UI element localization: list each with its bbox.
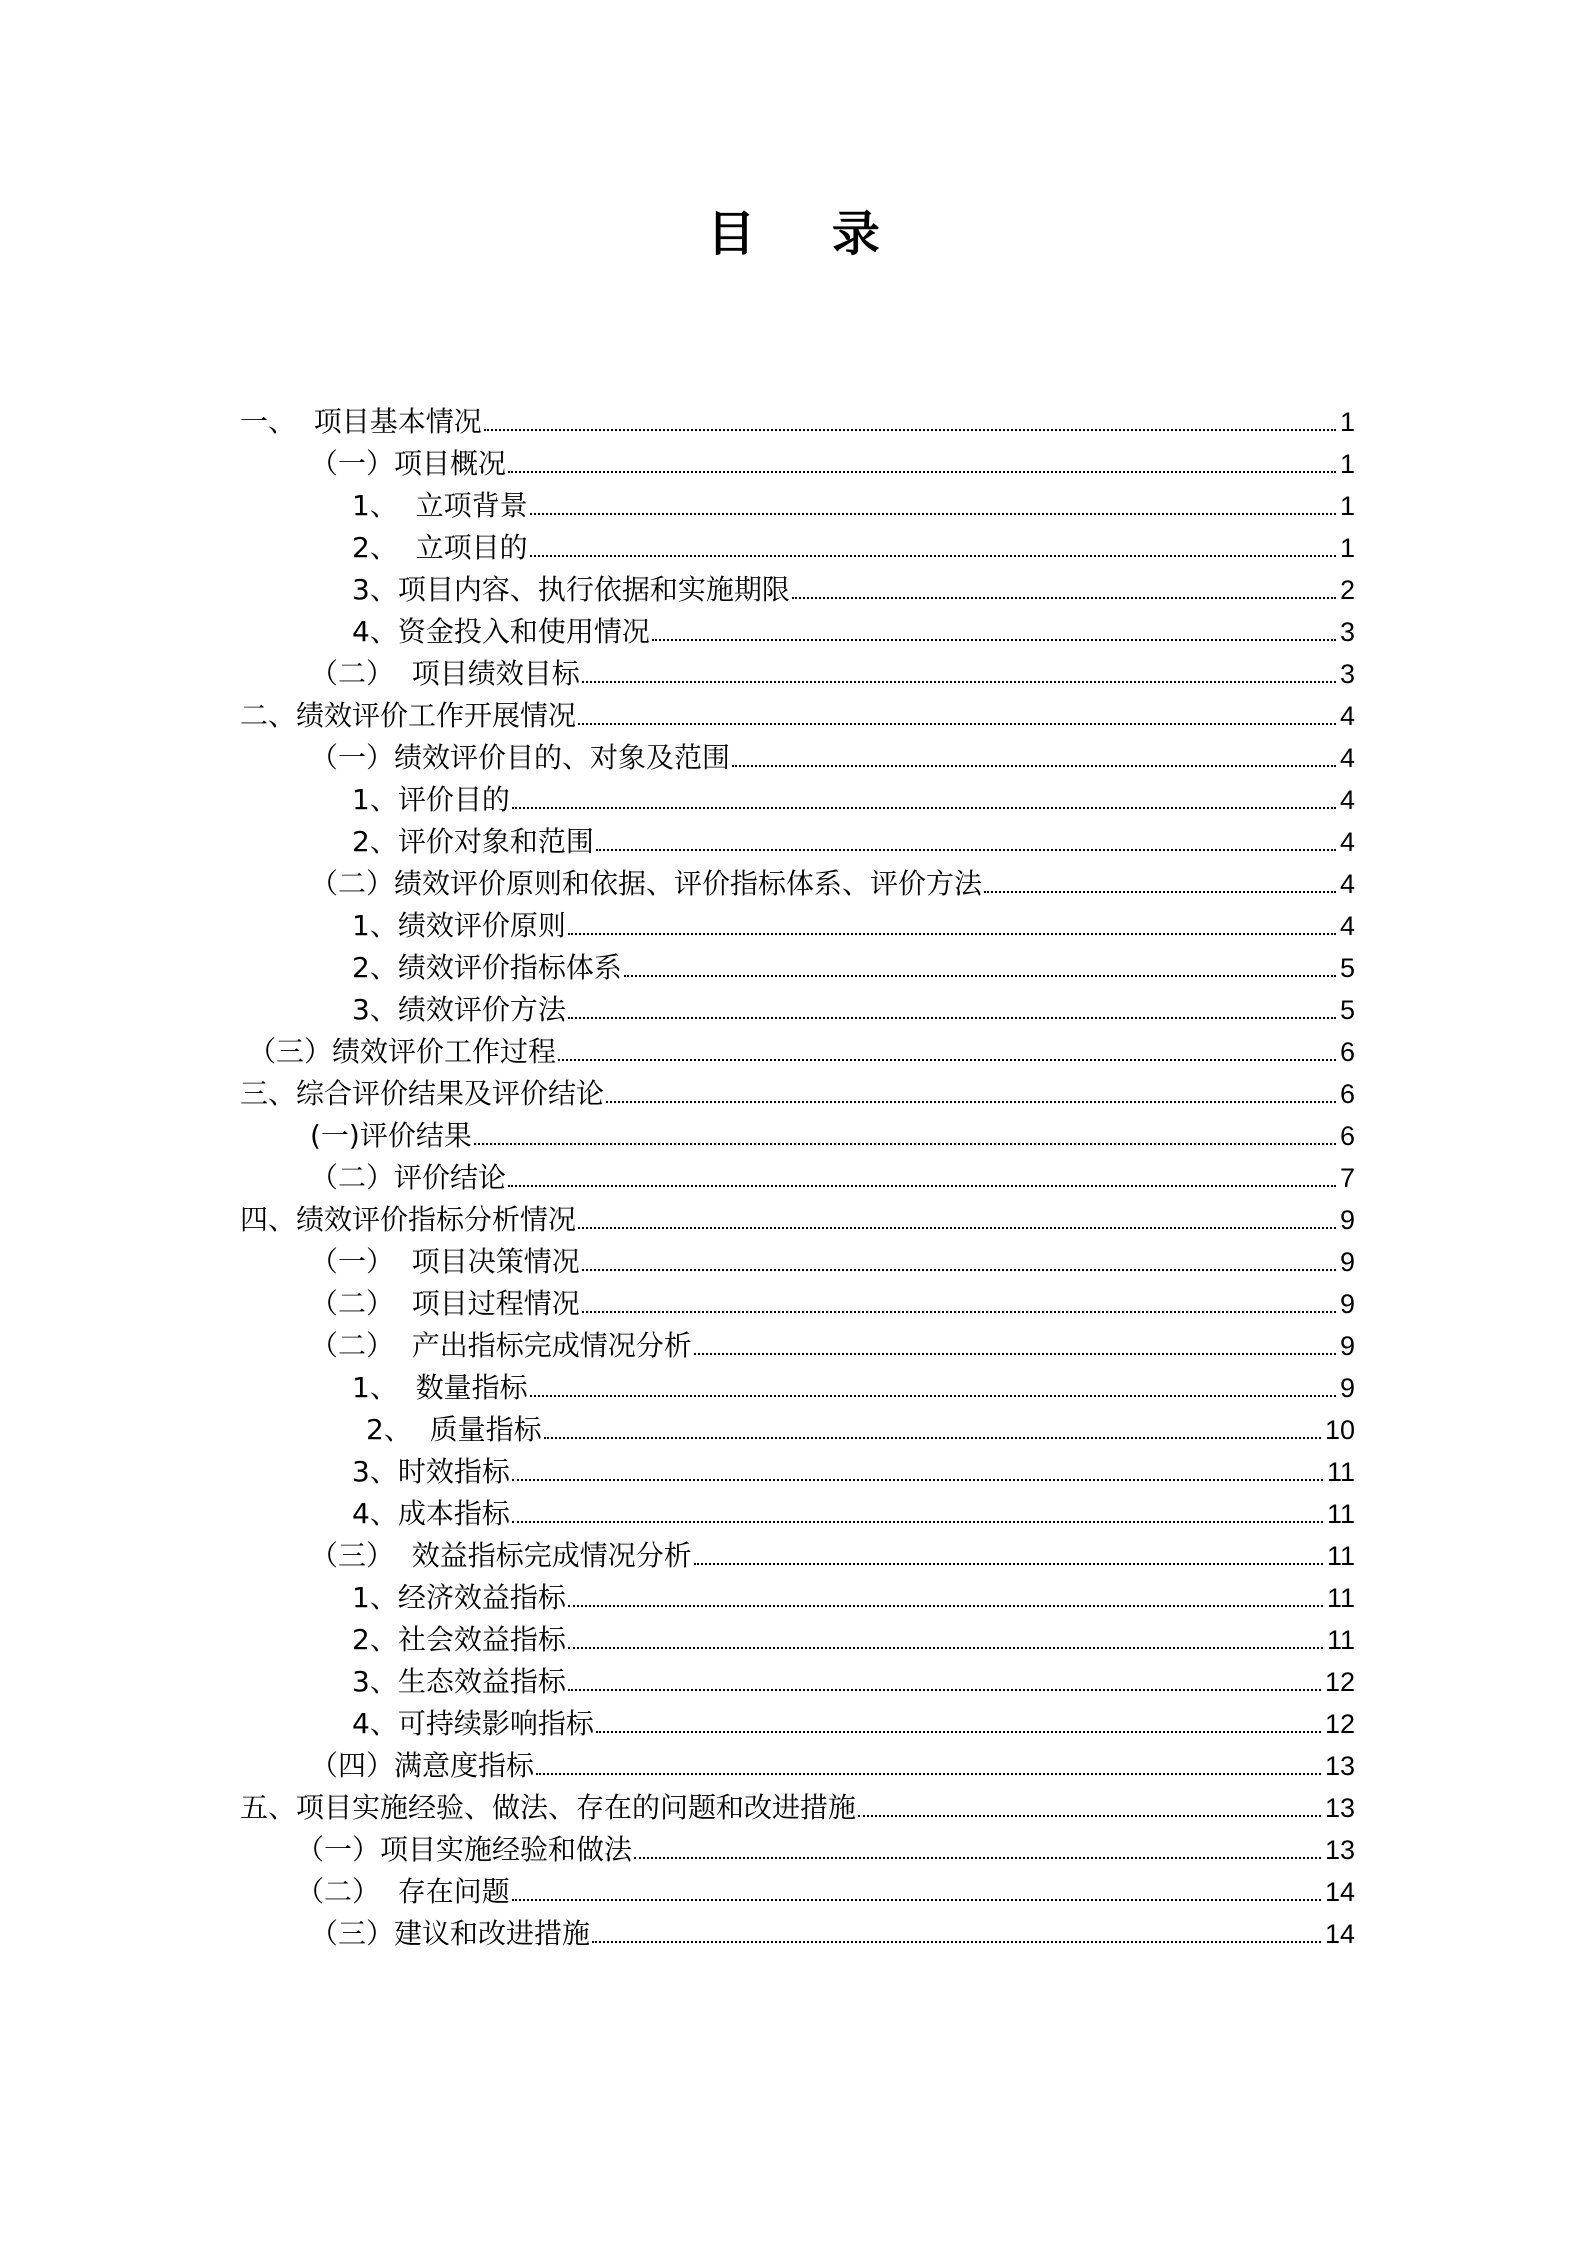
toc-entry-label: （二） 项目过程情况	[310, 1287, 580, 1320]
toc-entry[interactable]	[352, 1448, 1355, 1490]
toc-entry-page-number: 3	[1339, 617, 1355, 647]
toc-entry-page-number: 4	[1339, 743, 1355, 773]
toc-entry[interactable]	[352, 986, 1355, 1028]
toc-entry[interactable]	[352, 524, 1355, 566]
toc-dot-leader	[792, 597, 1336, 599]
toc-entry-label: （二）评价结论	[310, 1161, 507, 1194]
toc-entry-label: （二） 项目绩效目标	[310, 657, 580, 690]
toc-dot-leader	[568, 1017, 1336, 1019]
toc-entry-page-number: 6	[1339, 1121, 1355, 1151]
toc-entry-page-number: 9	[1339, 1247, 1355, 1277]
toc-dot-leader	[508, 471, 1336, 473]
toc-entry-page-number: 12	[1324, 1709, 1355, 1739]
toc-entry-page-number: 4	[1339, 869, 1355, 899]
toc-entry[interactable]	[352, 1490, 1355, 1532]
toc-entry-label: （二）绩效评价原则和依据、评价指标体系、评价方法	[310, 867, 983, 900]
toc-entry[interactable]	[240, 1196, 1355, 1238]
toc-entry[interactable]	[352, 482, 1355, 524]
toc-entry-label: 4、成本指标	[352, 1497, 510, 1530]
toc-dot-leader	[512, 1899, 1321, 1901]
toc-entry[interactable]	[352, 776, 1355, 818]
toc-entry-page-number: 5	[1339, 953, 1355, 983]
toc-dot-leader	[694, 1353, 1336, 1355]
toc-entry[interactable]	[310, 440, 1355, 482]
toc-entry-page-number: 9	[1339, 1331, 1355, 1361]
toc-entry[interactable]	[240, 398, 1355, 440]
toc-entry-page-number: 11	[1326, 1625, 1355, 1655]
toc-entry-page-number: 4	[1339, 701, 1355, 731]
toc-dot-leader	[530, 513, 1336, 515]
toc-entry-label: （二） 产出指标完成情况分析	[310, 1329, 692, 1362]
toc-entry-label: 2、社会效益指标	[352, 1623, 566, 1656]
toc-dot-leader	[544, 1437, 1321, 1439]
toc-entry[interactable]	[296, 1826, 1355, 1868]
toc-entry[interactable]	[352, 1574, 1355, 1616]
toc-entry-page-number: 9	[1339, 1205, 1355, 1235]
toc-entry[interactable]	[310, 1280, 1355, 1322]
toc-entry[interactable]	[310, 1910, 1355, 1952]
toc-dot-leader	[578, 1227, 1336, 1229]
toc-entry-page-number: 4	[1339, 827, 1355, 857]
toc-entry-page-number: 11	[1326, 1457, 1355, 1487]
toc-entry-label: 2、 立项目的	[352, 531, 528, 564]
toc-entry[interactable]	[352, 608, 1355, 650]
toc-entry-label: 3、生态效益指标	[352, 1665, 566, 1698]
toc-entry[interactable]	[352, 1658, 1355, 1700]
toc-entry[interactable]	[240, 1070, 1355, 1112]
toc-entry-page-number: 6	[1339, 1079, 1355, 1109]
toc-dot-leader	[530, 1395, 1336, 1397]
toc-entry-label: （三）绩效评价工作过程	[248, 1035, 557, 1068]
toc-entry-label: （二） 存在问题	[296, 1875, 510, 1908]
toc-entry-label: 1、绩效评价原则	[352, 909, 566, 942]
toc-entry-label: 1、经济效益指标	[352, 1581, 566, 1614]
toc-entry-label: 3、时效指标	[352, 1455, 510, 1488]
toc-entry-label: 2、绩效评价指标体系	[352, 951, 622, 984]
toc-entry[interactable]	[296, 1868, 1355, 1910]
toc-entry-page-number: 13	[1324, 1751, 1355, 1781]
toc-entry-label: 1、评价目的	[352, 783, 510, 816]
page-title: 目 录	[707, 206, 910, 262]
toc-dot-leader	[578, 723, 1336, 725]
toc-entry-label: 1、 立项背景	[352, 489, 528, 522]
toc-dot-leader	[596, 1731, 1321, 1733]
toc-dot-leader	[858, 1815, 1321, 1817]
toc-entry-label: 二、绩效评价工作开展情况	[240, 699, 577, 732]
toc-entry[interactable]	[352, 1616, 1355, 1658]
toc-dot-leader	[508, 1185, 1336, 1187]
toc-entry-label: （四）满意度指标	[310, 1749, 535, 1782]
toc-entry-page-number: 14	[1324, 1919, 1355, 1949]
toc-entry-label: 四、绩效评价指标分析情况	[240, 1203, 577, 1236]
toc-entry-label: （三） 效益指标完成情况分析	[310, 1539, 692, 1572]
toc-entry-label: （一）项目概况	[310, 447, 507, 480]
toc-dot-leader	[530, 555, 1336, 557]
toc-entry-label: 三、综合评价结果及评价结论	[240, 1077, 605, 1110]
toc-entry-page-number: 5	[1339, 995, 1355, 1025]
toc-dot-leader	[694, 1563, 1323, 1565]
toc-entry-label: 2、评价对象和范围	[352, 825, 594, 858]
toc-dot-leader	[652, 639, 1336, 641]
toc-entry-page-number: 2	[1339, 575, 1355, 605]
toc-entry[interactable]	[310, 650, 1355, 692]
toc-entry[interactable]	[352, 818, 1355, 860]
toc-entry-label: 4、可持续影响指标	[352, 1707, 594, 1740]
toc-entry[interactable]	[310, 1154, 1355, 1196]
toc-entry-label: 1、 数量指标	[352, 1371, 528, 1404]
toc-entry-label: 3、绩效评价方法	[352, 993, 566, 1026]
toc-dot-leader	[606, 1101, 1336, 1103]
toc-entry[interactable]	[352, 566, 1355, 608]
toc-entry-page-number: 12	[1324, 1667, 1355, 1697]
toc-entry-page-number: 11	[1326, 1583, 1355, 1613]
toc-entry-label: （一） 项目决策情况	[310, 1245, 580, 1278]
toc-entry[interactable]	[310, 734, 1355, 776]
toc-entry-page-number: 9	[1339, 1289, 1355, 1319]
toc-entry[interactable]	[310, 860, 1355, 902]
toc-dot-leader	[536, 1773, 1321, 1775]
toc-entry-label: 五、项目实施经验、做法、存在的问题和改进措施	[240, 1791, 857, 1824]
toc-dot-leader	[512, 807, 1336, 809]
toc-entry-page-number: 4	[1339, 785, 1355, 815]
toc-entry-page-number: 1	[1339, 533, 1355, 563]
toc-dot-leader	[624, 975, 1336, 977]
toc-entry-page-number: 10	[1324, 1415, 1355, 1445]
toc-entry-page-number: 1	[1339, 449, 1355, 479]
toc-entry-page-number: 4	[1339, 911, 1355, 941]
toc-entry-page-number: 1	[1339, 491, 1355, 521]
toc-entry-page-number: 3	[1339, 659, 1355, 689]
toc-dot-leader	[568, 1647, 1323, 1649]
toc-dot-leader	[512, 1479, 1323, 1481]
toc-entry-page-number: 13	[1324, 1835, 1355, 1865]
toc-entry[interactable]	[310, 1322, 1355, 1364]
toc-entry-page-number: 9	[1339, 1373, 1355, 1403]
toc-dot-leader	[568, 1605, 1323, 1607]
toc-dot-leader	[568, 933, 1336, 935]
toc-entry-page-number: 1	[1339, 407, 1355, 437]
toc-dot-leader	[582, 681, 1336, 683]
toc-entry-label: (一)评价结果	[310, 1119, 472, 1152]
toc-dot-leader	[634, 1857, 1321, 1859]
toc-dot-leader	[484, 429, 1336, 431]
toc-dot-leader	[512, 1521, 1323, 1523]
toc-dot-leader	[592, 1941, 1321, 1943]
toc-dot-leader	[568, 1689, 1321, 1691]
toc-entry-label: 一、 项目基本情况	[240, 405, 482, 438]
toc-entry[interactable]	[240, 1784, 1355, 1826]
toc-entry[interactable]	[352, 1364, 1355, 1406]
toc-entry[interactable]	[240, 692, 1355, 734]
toc-dot-leader	[582, 1311, 1336, 1313]
toc-entry-label: 3、项目内容、执行依据和实施期限	[352, 573, 790, 606]
toc-entry-label: （一）绩效评价目的、对象及范围	[310, 741, 731, 774]
toc-entry-page-number: 14	[1324, 1877, 1355, 1907]
toc-entry-label: （一）项目实施经验和做法	[296, 1833, 633, 1866]
toc-entry[interactable]	[352, 902, 1355, 944]
toc-dot-leader	[984, 891, 1336, 893]
toc-entry[interactable]	[310, 1238, 1355, 1280]
toc-entry[interactable]	[310, 1742, 1355, 1784]
toc-dot-leader	[558, 1059, 1336, 1061]
toc-entry-page-number: 7	[1339, 1163, 1355, 1193]
toc-dot-leader	[596, 849, 1336, 851]
toc-entry-page-number: 11	[1326, 1499, 1355, 1529]
toc-entry-page-number: 11	[1326, 1541, 1355, 1571]
toc-entry-label: 2、 质量指标	[366, 1413, 542, 1446]
toc-entry[interactable]	[352, 944, 1355, 986]
toc-entry-page-number: 13	[1324, 1793, 1355, 1823]
toc-entry-page-number: 6	[1339, 1037, 1355, 1067]
toc-dot-leader	[732, 765, 1336, 767]
toc-entry[interactable]	[248, 1028, 1355, 1070]
toc-dot-leader	[474, 1143, 1336, 1145]
toc-entry[interactable]	[366, 1406, 1355, 1448]
toc-entry-label: 4、资金投入和使用情况	[352, 615, 650, 648]
toc-entry[interactable]	[310, 1532, 1355, 1574]
toc-dot-leader	[582, 1269, 1336, 1271]
toc-entry[interactable]	[310, 1112, 1355, 1154]
toc-entry-label: （三）建议和改进措施	[310, 1917, 591, 1950]
toc-entry[interactable]	[352, 1700, 1355, 1742]
